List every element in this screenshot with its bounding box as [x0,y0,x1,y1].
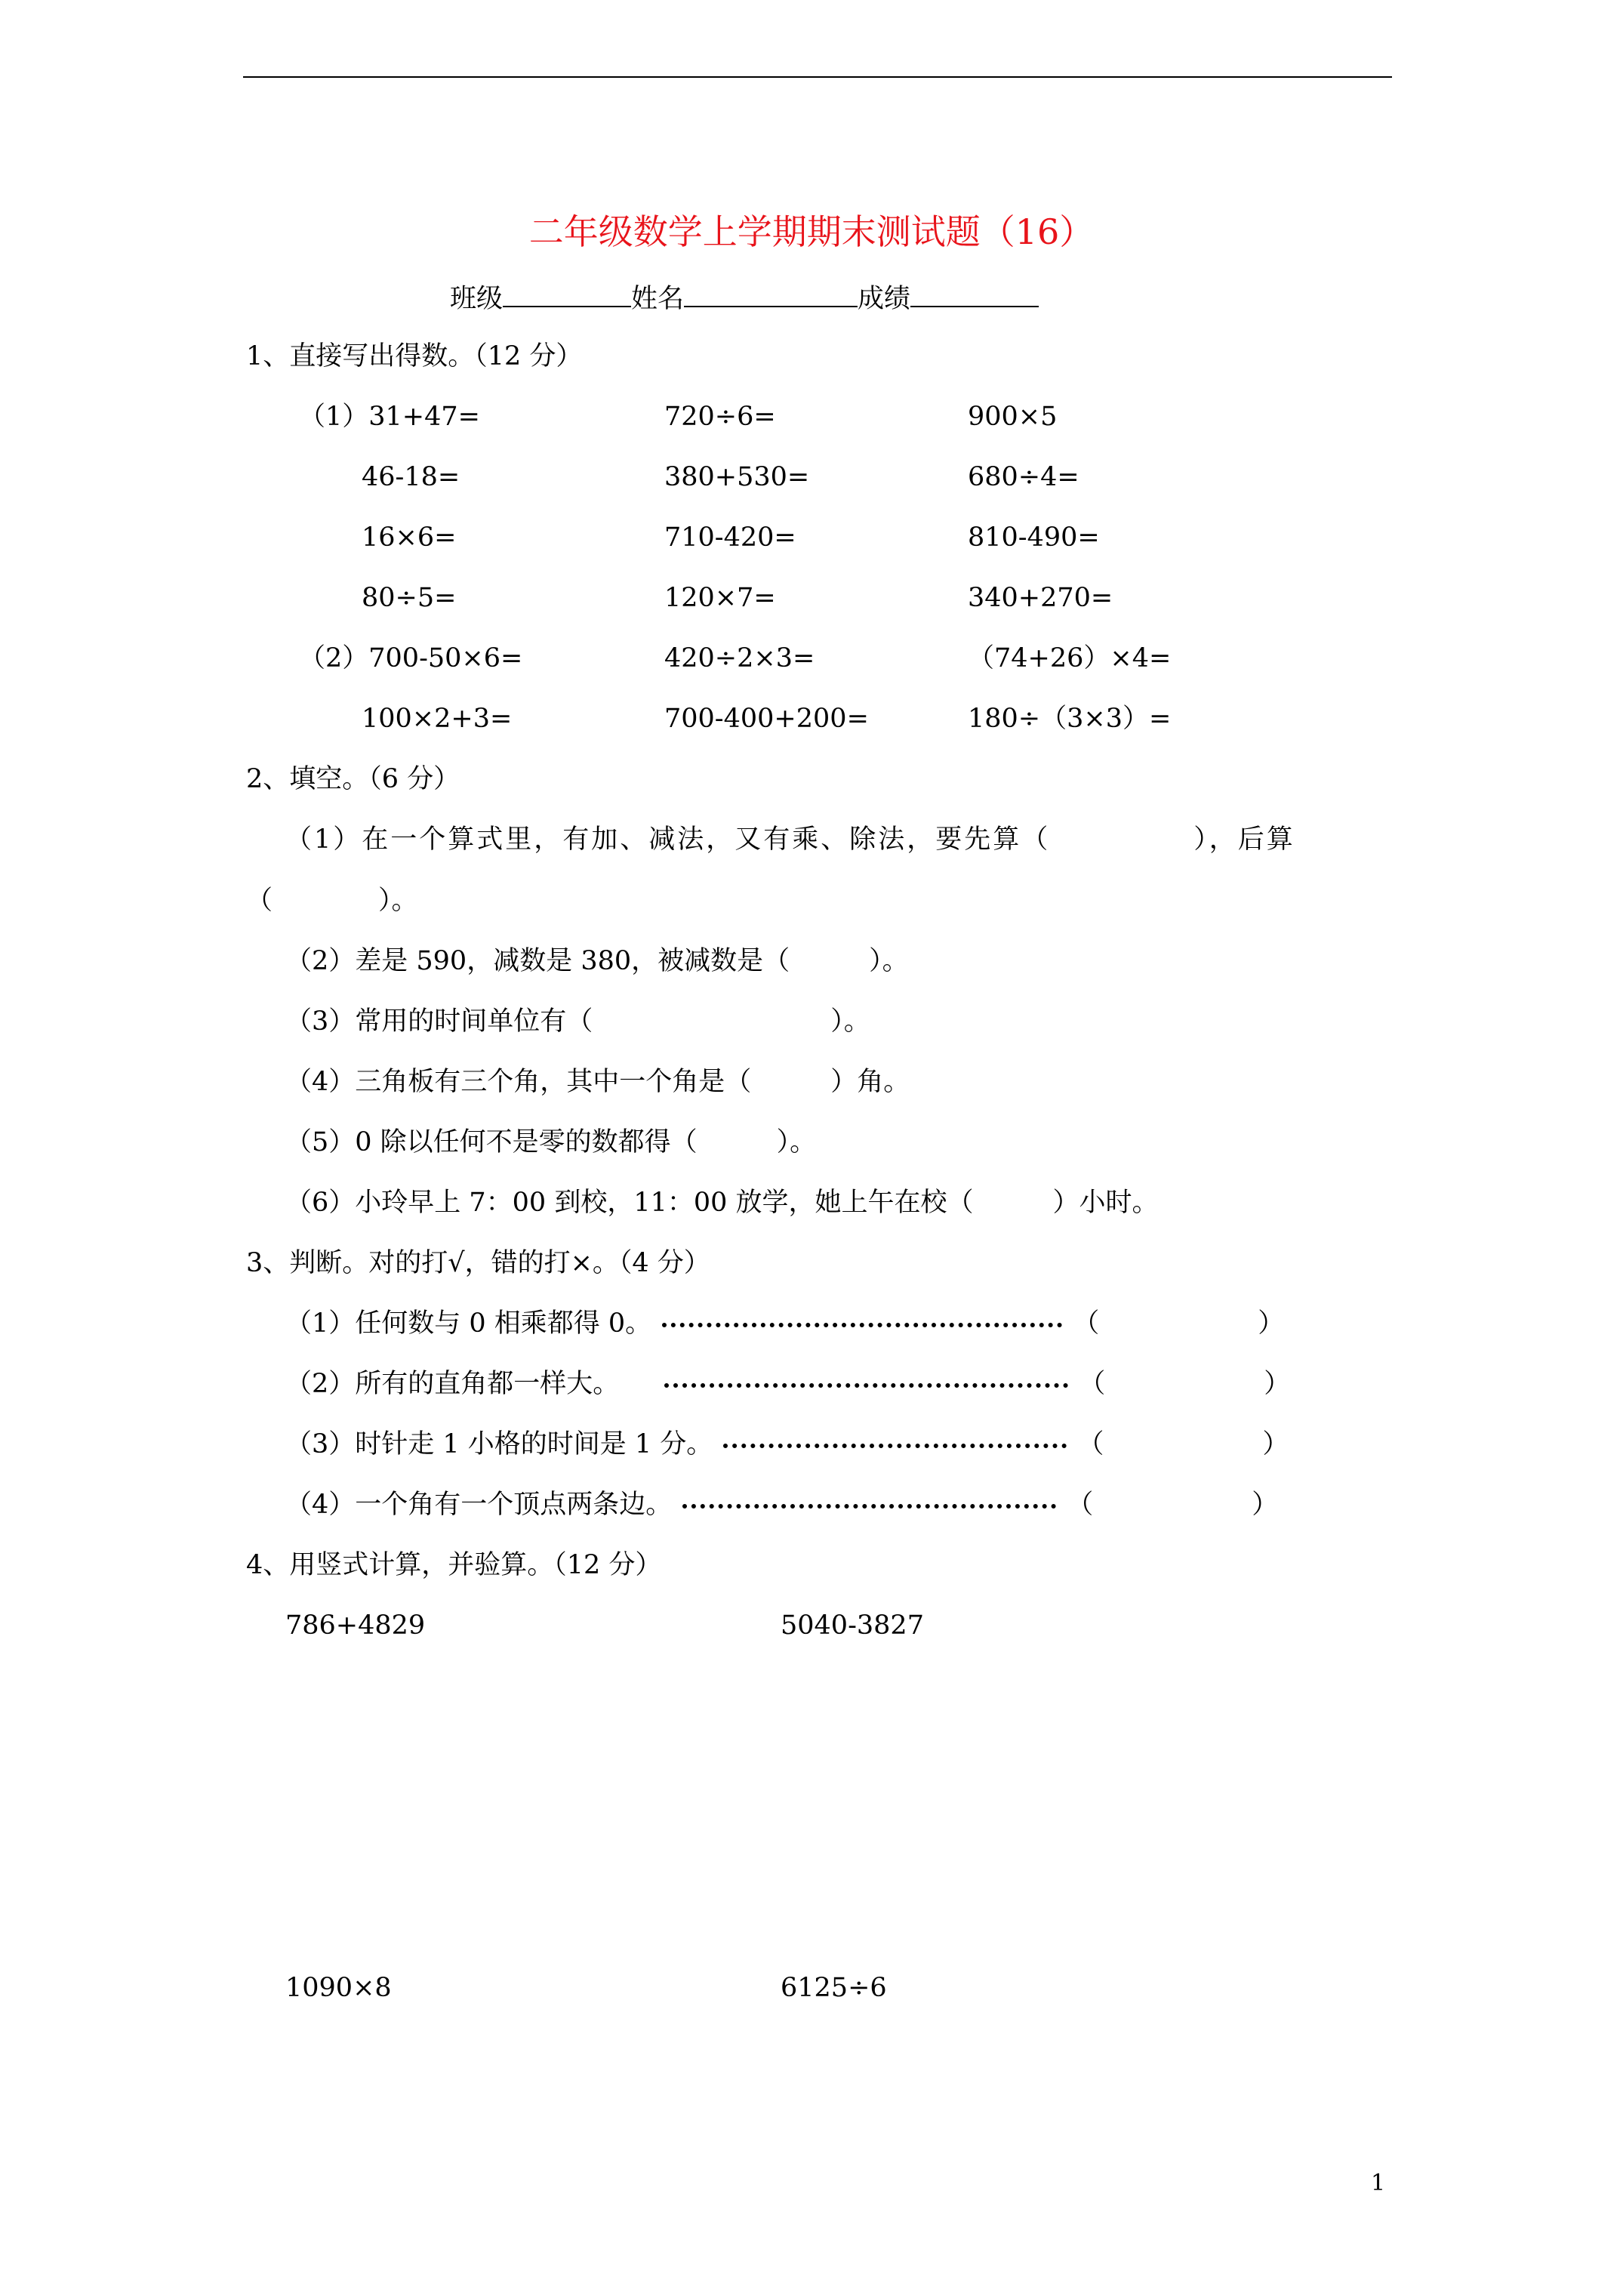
page-title: 二年级数学上学期期末测试题（16） [528,211,1095,252]
vertical-calc-problem: 6125÷6 [781,1973,887,2003]
judge-bracket[interactable]: （ ） [1073,1308,1285,1339]
judge-item [285,1308,1285,1339]
section-2-heading: 2、填空。（6 分） [246,764,460,794]
calc-item: 120×7= [664,583,776,613]
calc-item: 46-18= [362,462,460,492]
calc-item: 720÷6= [664,402,776,432]
calc-item: 16×6= [362,522,457,553]
page-number: 1 [1371,2170,1386,2196]
fill-question-5: （5）0 除以任何不是零的数都得（ ）。 [285,1127,817,1157]
header-rule [243,76,1392,78]
judge-text: （3）时针走 1 小格的时间是 1 分。 [285,1429,713,1459]
dot-leader [662,1323,1062,1327]
fill-question-1-cont: （ ）。 [246,886,418,916]
vertical-calc-problem: 5040-3827 [781,1610,924,1641]
vertical-calc-problem: 1090×8 [285,1973,392,2003]
judge-text: （4）一个角有一个顶点两条边。 [285,1490,673,1520]
judge-text: （1）任何数与 0 相乘都得 0。 [285,1308,652,1339]
name-blank[interactable] [684,283,858,307]
score-label: 成绩 [858,284,911,314]
judge-item [285,1429,1289,1459]
calc-item: （74+26）×4= [968,643,1172,673]
calc-item: 810-490= [968,522,1100,553]
name-label: 姓名 [631,284,685,314]
section-3-heading: 3、判断。对的打√，错的打×。（4 分） [246,1248,710,1278]
calc-item: 380+530= [664,462,810,492]
dot-leader [723,1444,1067,1448]
student-info-line [450,283,1039,313]
judge-item [285,1492,1278,1518]
judge-bracket[interactable]: （ ） [1067,1490,1279,1520]
calc-item: 420÷2×3= [664,643,815,673]
fill-question-1: （1）在一个算式里，有加、减法，又有乘、除法，要先算（ ），后算 [285,824,1295,855]
fill-question-2: （2）差是 590，减数是 380，被减数是（ ）。 [285,946,909,976]
calc-item: 80÷5= [362,583,457,613]
calc-item: （2）700-50×6= [299,643,523,673]
dot-leader [664,1383,1068,1388]
judge-text: （2）所有的直角都一样大。 [285,1369,620,1399]
fill-question-6: （6）小玲早上 7：00 到校，11：00 放学，她上午在校（ ）小时。 [285,1188,1159,1218]
score-blank[interactable] [910,283,1039,307]
class-label: 班级 [450,284,504,314]
dot-leader [682,1504,1056,1509]
section-1-heading: 1、直接写出得数。（12 分） [246,341,583,371]
fill-question-4: （4）三角板有三个角，其中一个角是（ ）角。 [285,1067,910,1097]
calc-item: 100×2+3= [362,704,513,734]
calc-item: （1）31+47= [299,402,480,432]
judge-bracket[interactable]: （ ） [1077,1429,1289,1459]
judge-item [285,1371,1290,1398]
calc-item: 680÷4= [968,462,1079,492]
calc-item: 900×5 [968,402,1058,432]
calc-item: 340+270= [968,583,1113,613]
calc-item: 180÷（3×3）= [968,704,1172,734]
fill-question-3: （3）常用的时间单位有（ ）。 [285,1006,870,1037]
calc-item: 710-420= [664,522,796,553]
section-4-heading: 4、用竖式计算，并验算。（12 分） [246,1550,662,1580]
vertical-calc-problem: 786+4829 [285,1610,426,1641]
judge-bracket[interactable]: （ ） [1079,1369,1291,1399]
class-blank[interactable] [503,283,631,307]
calc-item: 700-400+200= [664,704,869,734]
